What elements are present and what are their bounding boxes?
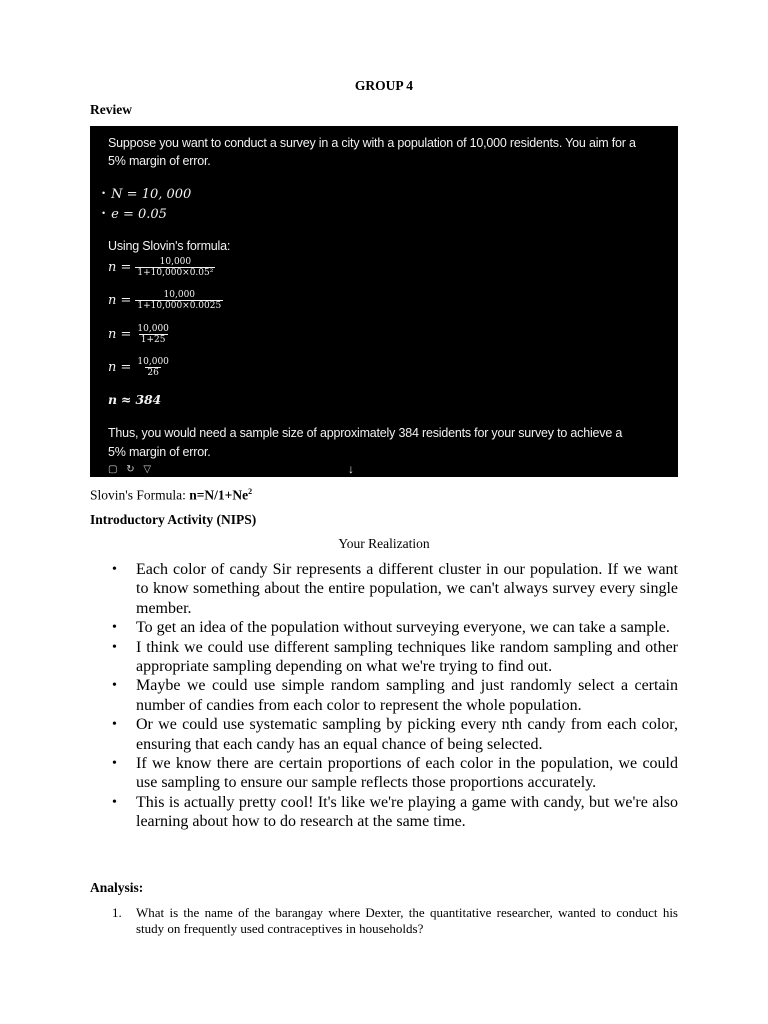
question-item (112, 905, 678, 936)
margin-value: e = 0.05 (111, 207, 167, 222)
formula-lhs: n = (108, 260, 132, 275)
review-heading: Review (90, 102, 132, 117)
intro-text-line1: Suppose you want to conduct a survey in a city with a population of 10,000 residents. You aim for a (108, 136, 636, 150)
formula-step-2 (108, 290, 223, 311)
bullet-dot: • (112, 562, 117, 577)
copy-regenerate-dislike-icons[interactable]: ▢ ↻ ▽ (108, 464, 155, 475)
fraction (135, 324, 171, 345)
list-item (110, 618, 678, 637)
bullet-dot: • (112, 717, 117, 733)
population-value: N = 10, 000 (111, 187, 192, 202)
fraction (135, 357, 171, 378)
embedded-screenshot (90, 126, 678, 477)
conclusion-line1: Thus, you would need a sample size of approximately 384 residents for your survey to achieve a (108, 426, 623, 440)
denominator: 1+10,000×0.0025 (137, 301, 222, 311)
bullet-dot: • (112, 794, 117, 810)
formula-lhs: n = (108, 293, 132, 308)
bullet-dot: • (112, 756, 117, 772)
list-item-text: Each color of candy Sir represents a different cluster in our population. If we want to know something about the entire population, we can't always survey every single member. (136, 561, 678, 617)
formula-result: n ≈ 384 (108, 392, 161, 407)
intro-text-line2: 5% margin of error. (108, 154, 211, 168)
using-slovin-text: Using Slovin's formula: (108, 239, 231, 253)
list-item (110, 793, 678, 832)
scroll-down-arrow-icon[interactable]: ↓ (348, 462, 354, 476)
formula-lhs: n = (108, 360, 132, 375)
fraction (135, 257, 215, 278)
bullet-dot: • (112, 620, 117, 636)
bullet-dot: • (102, 208, 106, 218)
numerator: 10,000 (137, 357, 169, 367)
fraction (135, 290, 223, 311)
realization-list (110, 560, 678, 832)
formula-value: n=N/1+Ne (189, 487, 249, 503)
analysis-heading: Analysis: (90, 880, 144, 895)
bullet-margin (102, 206, 167, 222)
list-item-text: I think we could use different sampling techniques like random sampling and other appropriate sampling depending on what we're trying to find out. (136, 638, 678, 676)
numerator: 10,000 (159, 257, 192, 267)
bullet-dot: • (112, 639, 117, 655)
formula-lhs: n = (108, 327, 132, 342)
question-number: 1. (112, 905, 122, 920)
denominator: 1+10,000×0.05² (137, 268, 214, 278)
formula-step-4 (108, 357, 171, 378)
slovin-formula-line (90, 487, 252, 504)
bullet-dot: • (112, 678, 117, 694)
list-item-text: If we know there are certain proportions of each color in the population, we could use sampling to ensure our sample reflects those proportions accurately. (136, 755, 678, 792)
denominator: 26 (147, 368, 159, 378)
formula-step-3 (108, 324, 171, 345)
list-item (110, 560, 678, 618)
list-item-text: This is actually pretty cool! It's like we're playing a game with candy, but we're also learning about how to do research at the same time. (136, 793, 678, 831)
list-item (110, 754, 678, 793)
list-item-text: To get an idea of the population without surveying everyone, we can take a sample. (136, 619, 670, 637)
list-item-text: Maybe we could use simple random sampling and just randomly select a certain number of candies from each color to represent the whole population. (136, 677, 678, 714)
list-item (110, 676, 678, 715)
realization-title: Your Realization (338, 536, 430, 551)
question-text: What is the name of the barangay where Dexter, the quantitative researcher, wanted to conduct his study on frequently used contraceptives in households? (136, 905, 678, 936)
formula-label: Slovin's Formula: (90, 487, 190, 503)
numerator: 10,000 (137, 324, 169, 334)
bullet-dot: • (102, 188, 106, 198)
conclusion-line2: 5% margin of error. (108, 445, 211, 459)
page-title: GROUP 4 (354, 78, 414, 93)
formula-step-1 (108, 257, 215, 278)
formula-exponent: 2 (248, 487, 253, 496)
list-item (110, 638, 678, 677)
numerator: 10,000 (163, 290, 196, 300)
denominator: 1+25 (140, 335, 166, 345)
bullet-population (102, 186, 191, 202)
introductory-activity-heading: Introductory Activity (NIPS) (90, 512, 257, 527)
list-item (110, 715, 678, 754)
list-item-text: Or we could use systematic sampling by picking every nth candy from each color, ensuring that each candy has an equal chance of being selected. (136, 716, 678, 753)
